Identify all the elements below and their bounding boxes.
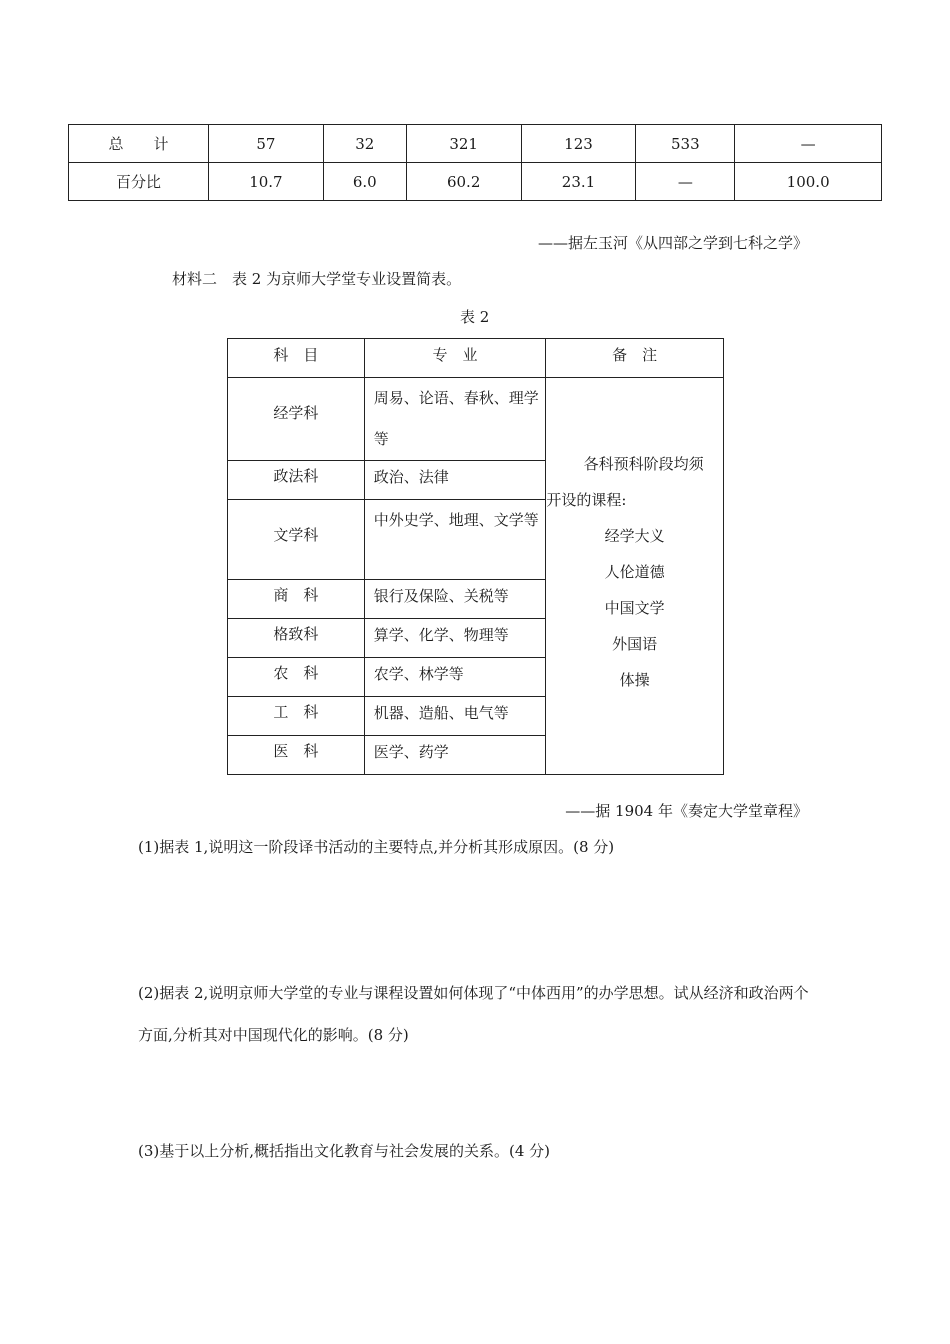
table-cell: 60.2: [406, 163, 521, 201]
table-row-total: [69, 125, 882, 163]
course-item: 经学大义: [604, 527, 665, 545]
table-cell: 23.1: [521, 163, 636, 201]
table-cell: 57: [209, 125, 324, 163]
table-cell: 10.7: [209, 163, 324, 201]
major-cell: 周易、论语、春秋、理学等: [364, 378, 546, 461]
major-cell: 中外史学、地理、文学等: [364, 500, 546, 580]
header-note: 备 注: [546, 339, 724, 378]
table-cell: 32: [323, 125, 406, 163]
subject-cell: 政法科: [228, 461, 365, 500]
table-cell: 百分比: [69, 163, 209, 201]
table-header-row: [228, 339, 724, 378]
subject-cell: 格致科: [228, 619, 365, 658]
table-cell: 6.0: [323, 163, 406, 201]
table-row: [228, 378, 724, 461]
table-cell: 123: [521, 125, 636, 163]
major-cell: 银行及保险、关税等: [364, 580, 546, 619]
major-cell: 医学、药学: [364, 736, 546, 775]
table-cell: —: [636, 163, 735, 201]
subject-cell: 文学科: [228, 500, 365, 580]
note-line: 各科预科阶段均须: [583, 455, 704, 473]
source-citation-2: ——据 1904 年《奏定大学堂章程》: [565, 802, 808, 820]
note-cell: [546, 378, 724, 775]
table-cell: 总 计: [69, 125, 209, 163]
subject-cell: 经学科: [228, 378, 365, 461]
course-item: 体操: [619, 671, 650, 689]
major-cell: 机器、造船、电气等: [364, 697, 546, 736]
course-item: 中国文学: [604, 599, 665, 617]
subject-cell: 商 科: [228, 580, 365, 619]
subject-cell: 医 科: [228, 736, 365, 775]
course-item: 人伦道德: [604, 563, 665, 581]
table-cell: 533: [636, 125, 735, 163]
table-cell: —: [735, 125, 882, 163]
question-1: (1)据表 1,说明这一阶段译书活动的主要特点,并分析其形成原因。(8 分): [138, 838, 615, 856]
subject-cell: 农 科: [228, 658, 365, 697]
header-subject: 科 目: [228, 339, 365, 378]
note-line: 开设的课程:: [546, 491, 627, 509]
table-1-fragment: [68, 124, 882, 201]
major-cell: 算学、化学、物理等: [364, 619, 546, 658]
major-cell: 农学、林学等: [364, 658, 546, 697]
header-major: 专 业: [364, 339, 546, 378]
course-item: 外国语: [612, 635, 658, 653]
table-cell: 100.0: [735, 163, 882, 201]
question-3: (3)基于以上分析,概括指出文化教育与社会发展的关系。(4 分): [138, 1142, 551, 1160]
subject-cell: 工 科: [228, 697, 365, 736]
source-citation-1: ——据左玉河《从四部之学到七科之学》: [537, 234, 808, 252]
table-cell: 321: [406, 125, 521, 163]
table-2: [227, 338, 724, 775]
table-row-percent: [69, 163, 882, 201]
material-2-intro: 材料二 表 2 为京师大学堂专业设置简表。: [172, 270, 462, 288]
table-2-caption: 表 2: [460, 308, 490, 326]
major-cell: 政治、法律: [364, 461, 546, 500]
question-2: (2)据表 2,说明京师大学堂的专业与课程设置如何体现了“中体西用”的办学思想。试从经济和政治两个方面,分析其对中国现代化的影响。(8 分): [138, 984, 809, 1044]
